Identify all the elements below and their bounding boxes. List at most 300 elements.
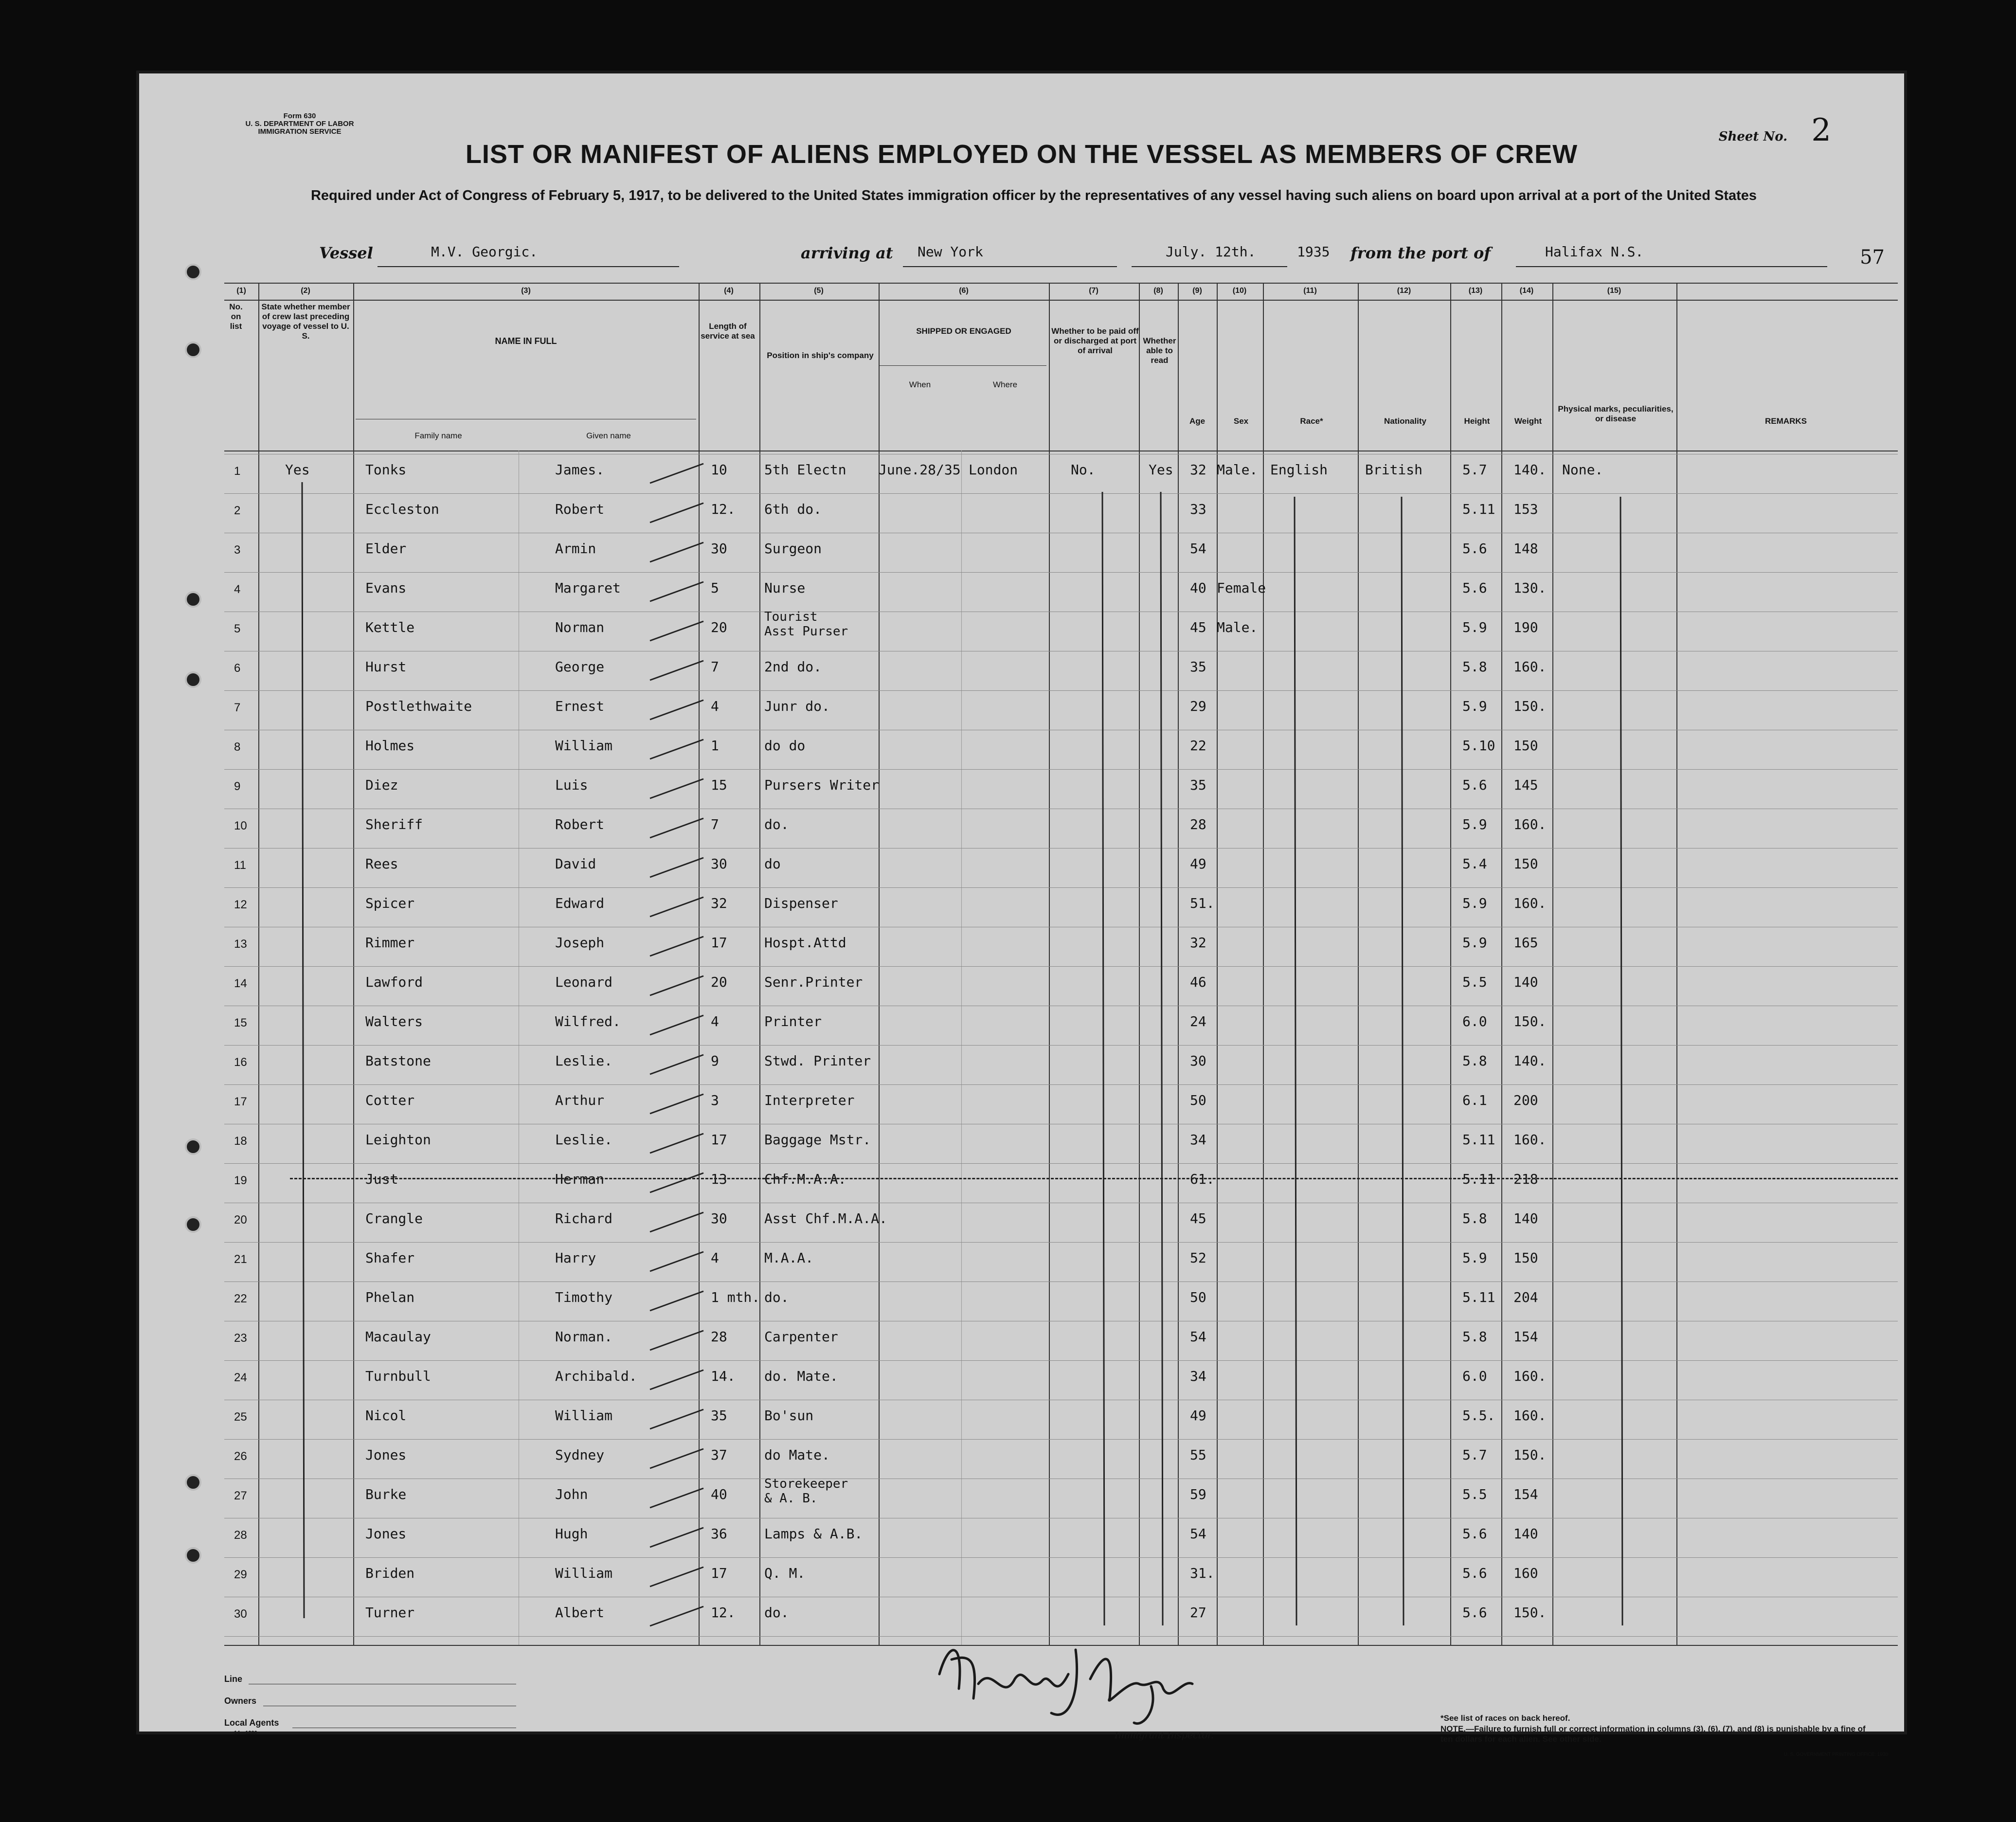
given-name: Ernest [555,698,605,714]
check-mark [650,661,703,680]
height: 5.9 [1462,895,1487,911]
service-length: 30 [711,541,727,557]
position: Stwd. Printer [764,1053,871,1069]
check-mark [650,897,703,917]
given-name: Timothy [555,1289,613,1305]
binder-hole [185,671,201,688]
height: 5.7 [1462,1447,1487,1463]
given-name: Herman [555,1171,605,1187]
height: 5.6 [1462,1526,1487,1542]
age: 40 [1190,580,1206,596]
given-name: Archibald. [555,1368,637,1384]
given-name: Robert [555,501,605,517]
form-code: 14—1280 [234,1730,257,1736]
family-name: Turnbull [365,1368,431,1384]
weight: 160. [1513,1132,1547,1148]
check-mark [650,1015,703,1035]
height: 6.0 [1462,1368,1487,1384]
family-name: Kettle [365,619,415,635]
age: 45 [1190,1210,1206,1227]
height: 5.9 [1462,935,1487,951]
service-length: 4 [711,698,719,714]
height: 5.9 [1462,619,1487,635]
service-length: 13 [711,1171,727,1187]
weight: 150 [1513,856,1538,872]
check-mark [650,1173,703,1192]
height: 5.11 [1462,1132,1495,1148]
family-name: Hurst [365,659,407,675]
position: do. Mate. [764,1368,838,1384]
ditto-mark-line [1295,497,1296,1625]
col-num-7: (7) [1089,287,1098,295]
row-number: 27 [234,1489,247,1502]
col-num-9: (9) [1192,287,1202,295]
service-length: 30 [711,1210,727,1227]
family-name: Lawford [365,974,423,990]
row-number: 30 [234,1607,247,1621]
ditto-mark-line [1102,492,1104,1625]
col-num-11: (11) [1303,287,1317,295]
check-mark [650,858,703,877]
family-name: Rimmer [365,935,415,951]
able-to-read: Yes [1149,462,1173,478]
age: 33 [1190,501,1206,517]
given-name: Margaret [555,580,621,596]
age: 46 [1190,974,1206,990]
given-name: Wilfred. [555,1013,621,1029]
manifest-sheet [136,71,1907,1757]
height: 5.6 [1462,541,1487,557]
document-subtitle: Required under Act of Congress of February 5, 1917, to be delivered to the United States immigration officer by the representatives of any vessel having such aliens on board upon arrival at a port of the United States [310,188,1757,203]
col-head-1: No. on list [229,302,243,331]
col-head-10: Sex [1233,416,1249,426]
check-mark [650,1212,703,1232]
height: 5.5 [1462,974,1487,990]
inspector-label: Immigrant Inspector. [1115,1730,1214,1741]
given-name: Albert [555,1605,605,1621]
height: 5.8 [1462,1210,1487,1227]
subhead-when: When [909,380,931,389]
check-mark [650,1291,703,1311]
age: 59 [1190,1486,1206,1502]
given-name: Edward [555,895,605,911]
nationality: British [1365,462,1423,478]
service-length: 20 [711,619,727,635]
family-name: Spicer [365,895,415,911]
check-mark [650,818,703,838]
service-length: 1 [711,738,719,754]
position: Baggage Mstr. [764,1132,871,1148]
age: 22 [1190,738,1206,754]
age: 27 [1190,1605,1206,1621]
row-number: 9 [234,780,241,793]
row-number: 1 [234,465,241,478]
given-name: Robert [555,816,605,832]
col-head-11: Race* [1300,416,1323,426]
row-number: 3 [234,543,241,557]
given-name: James. [555,462,605,478]
col-num-12: (12) [1397,287,1411,295]
age: 49 [1190,856,1206,872]
form-service: IMMIGRATION SERVICE [258,127,342,136]
service-length: 20 [711,974,727,990]
check-mark [650,779,703,798]
row-number: 8 [234,740,241,754]
height: 5.11 [1462,501,1495,517]
ditto-lines [224,283,1898,1645]
position: do. [764,1605,789,1621]
family-name: Shafer [365,1250,415,1266]
check-mark [650,1449,703,1468]
col-head-4: Length of service at sea [701,322,755,341]
family-name: Evans [365,580,407,596]
col-num-5: (5) [814,287,824,295]
weight: 160 [1513,1565,1538,1581]
family-name: Walters [365,1013,423,1029]
from-port: Halifax N.S. [1545,244,1644,260]
row-number: 15 [234,1016,247,1029]
races-note: *See list of races on back hereof. [1440,1714,1570,1723]
family-name: Holmes [365,738,415,754]
col-num-8: (8) [1153,287,1163,295]
service-length: 4 [711,1013,719,1029]
manifest-footer [224,1660,1898,1757]
arriving-label: arriving at [801,244,893,262]
position: do do [764,738,806,754]
service-length: 4 [711,1250,719,1266]
age: 32 [1190,935,1206,951]
subhead-where: Where [992,380,1018,389]
col-num-6: (6) [959,287,969,295]
family-name: Postlethwaite [365,698,472,714]
service-length: 7 [711,816,719,832]
check-mark [650,1055,703,1074]
row-number: 6 [234,662,241,675]
family-name: Diez [365,777,398,793]
given-name: Luis [555,777,588,793]
sex: Female [1217,580,1266,596]
col-head-14: Weight [1514,416,1542,426]
family-name: Crangle [365,1210,423,1227]
age: 35 [1190,659,1206,675]
service-length: 5 [711,580,719,596]
family-name: Briden [365,1565,415,1581]
weight: 165 [1513,935,1538,951]
row-number: 14 [234,977,247,990]
binder-hole [185,264,201,280]
shipped-when: June.28/35 [879,462,961,478]
height: 5.6 [1462,777,1487,793]
binder-hole [185,1474,201,1491]
row-number: 7 [234,701,241,714]
height: 5.6 [1462,1605,1487,1621]
position: Lamps & A.B. [764,1526,863,1542]
shipped-where: London [969,462,1018,478]
service-length: 14. [711,1368,736,1384]
height: 5.9 [1462,1250,1487,1266]
family-name: Sheriff [365,816,423,832]
age: 54 [1190,541,1206,557]
family-name: Batstone [365,1053,431,1069]
position: do. [764,816,789,832]
check-mark [650,976,703,995]
position: Pursers Writer [764,777,880,793]
row-number: 25 [234,1410,247,1424]
weight: 150 [1513,1250,1538,1266]
service-length: 15 [711,777,727,793]
height: 5.5. [1462,1407,1495,1424]
check-mark [650,1528,703,1547]
fine-note: NOTE.—Failure to furnish full or correct information in columns (3), (6), (7), and (8) is punishable by a fine of ten dollars for each alien. See other side. [1440,1724,1866,1744]
physical-marks: None. [1562,462,1603,478]
position: Tourist Asst Purser [764,610,848,639]
height: 6.1 [1462,1092,1487,1108]
age: 51. [1190,895,1215,911]
check-mark [650,740,703,759]
given-name: William [555,738,613,754]
row-number: 19 [234,1174,247,1187]
weight: 140. [1513,1053,1547,1069]
row-number: 24 [234,1371,247,1384]
age: 34 [1190,1132,1206,1148]
service-length: 12. [711,1605,736,1621]
position: Senr.Printer [764,974,863,990]
row-number: 17 [234,1095,247,1108]
row-number: 21 [234,1253,247,1266]
row-number: 23 [234,1332,247,1345]
prev-voyage: Yes [285,462,310,478]
given-name: John [555,1486,588,1502]
row-number: 20 [234,1213,247,1227]
weight: 150. [1513,1605,1547,1621]
position: Carpenter [764,1329,838,1345]
family-name: Phelan [365,1289,415,1305]
col-num-3: (3) [521,287,531,295]
height: 5.9 [1462,816,1487,832]
weight: 140. [1513,462,1547,478]
service-length: 1 mth. [711,1289,760,1305]
col-head-5: Position in ship's company [767,351,874,360]
weight: 204 [1513,1289,1538,1305]
height: 5.8 [1462,1329,1487,1345]
position: Interpreter [764,1092,855,1108]
col-head-7: Whether to be paid off or discharged at port of arrival [1051,326,1139,355]
sheet-number-label: Sheet No. [1718,129,1788,144]
ditto-mark-line [1161,492,1163,1625]
col-head-2: State whether member of crew last preceding voyage of vessel to U. S. [261,302,350,341]
vessel-name: M.V. Georgic. [431,244,538,260]
height: 5.6 [1462,580,1487,596]
col-head-15: Physical marks, peculiarities, or disease [1558,404,1674,423]
family-name: Burke [365,1486,407,1502]
local-agents-label: Local Agents [224,1718,279,1728]
col-head-13: Height [1464,416,1490,426]
subhead-given: Given name [586,431,631,440]
check-mark [650,937,703,956]
given-name: Leslie. [555,1132,613,1148]
given-name: Hugh [555,1526,588,1542]
position: Nurse [764,580,806,596]
weight: 154 [1513,1329,1538,1345]
form-number: Form 630 [283,112,316,120]
height: 5.8 [1462,659,1487,675]
given-name: William [555,1407,613,1424]
from-port-label: from the port of [1350,244,1491,262]
race: English [1270,462,1328,478]
height: 5.7 [1462,462,1487,478]
binder-hole [185,342,201,358]
check-mark [650,542,703,562]
family-name: Just [365,1171,398,1187]
age: 54 [1190,1526,1206,1542]
family-name: Jones [365,1447,407,1463]
position: Hospt.Attd [764,935,846,951]
service-length: 36 [711,1526,727,1542]
age: 30 [1190,1053,1206,1069]
col-head-6: SHIPPED OR ENGAGED [916,326,1011,336]
height: 5.10 [1462,738,1495,754]
service-length: 28 [711,1329,727,1345]
ditto-mark-line [302,482,304,1618]
ditto-mark-line [1402,497,1404,1625]
service-length: 40 [711,1486,727,1502]
family-name: Nicol [365,1407,407,1424]
position: Dispenser [764,895,838,911]
position: do [764,856,781,872]
position: 6th do. [764,501,822,517]
position: Surgeon [764,541,822,557]
row-number: 22 [234,1292,247,1305]
check-mark [650,1409,703,1429]
position: M.A.A. [764,1250,814,1266]
crew-table [224,283,1898,1645]
weight: 150 [1513,738,1538,754]
ditto-mark-line [1620,497,1622,1625]
family-name: Jones [365,1526,407,1542]
service-length: 17 [711,935,727,951]
position: do Mate. [764,1447,830,1463]
given-name: Leslie. [555,1053,613,1069]
position: Asst Chf.M.A.A. [764,1210,887,1227]
age: 49 [1190,1407,1206,1424]
col-num-2: (2) [301,287,310,295]
row-number: 13 [234,938,247,951]
row-number: 5 [234,622,241,635]
position: Printer [764,1013,822,1029]
weight: 160. [1513,1407,1547,1424]
weight: 160. [1513,895,1547,911]
col-head-3: NAME IN FULL [495,336,557,346]
check-mark [650,700,703,720]
weight: 153 [1513,501,1538,517]
service-length: 7 [711,659,719,675]
weight: 145 [1513,777,1538,793]
age: 32 [1190,462,1206,478]
weight: 190 [1513,619,1538,635]
age: 34 [1190,1368,1206,1384]
paid-off: No. [1071,462,1096,478]
check-mark [650,1331,703,1350]
inspector-signature [930,1630,1202,1728]
family-name: Elder [365,541,407,557]
weight: 140 [1513,974,1538,990]
given-name: David [555,856,596,872]
binder-hole [185,1138,201,1155]
weight: 150. [1513,1447,1547,1463]
given-name: Leonard [555,974,613,990]
position: Junr do. [764,698,830,714]
given-name: Arthur [555,1092,605,1108]
row-number: 2 [234,504,241,517]
given-name: Richard [555,1210,613,1227]
family-name: Tonks [365,462,407,478]
row-number: 18 [234,1135,247,1148]
height: 5.11 [1462,1171,1495,1187]
family-name: Leighton [365,1132,431,1148]
age: 24 [1190,1013,1206,1029]
height: 5.9 [1462,698,1487,714]
weight: 148 [1513,541,1538,557]
height: 5.6 [1462,1565,1487,1581]
arrival-date: July. 12th. [1166,244,1256,260]
weight: 130. [1513,580,1547,596]
given-name: Armin [555,541,596,557]
col-head-8: Whether able to read [1143,336,1176,365]
family-name: Rees [365,856,398,872]
weight: 160. [1513,1368,1547,1384]
check-mark [650,621,703,641]
position: Q. M. [764,1565,806,1581]
family-name: Cotter [365,1092,415,1108]
weight: 218 [1513,1171,1538,1187]
height: 5.5 [1462,1486,1487,1502]
position: do. [764,1289,789,1305]
weight: 160. [1513,659,1547,675]
age: 52 [1190,1250,1206,1266]
arrival-year: 1935 [1297,244,1330,260]
col-num-10: (10) [1232,287,1247,295]
service-length: 10 [711,462,727,478]
weight: 154 [1513,1486,1538,1502]
check-mark [650,1567,703,1587]
service-length: 3 [711,1092,719,1108]
col-head-remarks: REMARKS [1765,416,1807,426]
row-number: 28 [234,1529,247,1542]
family-name: Macaulay [365,1329,431,1345]
position: 2nd do. [764,659,822,675]
voyage-line [319,244,1827,268]
family-name: Turner [365,1605,415,1621]
binder-hole [185,591,201,608]
row-number: 4 [234,583,241,596]
form-department: U. S. DEPARTMENT OF LABOR [245,120,354,128]
age: 61. [1190,1171,1215,1187]
age: 50 [1190,1289,1206,1305]
row-number: 10 [234,819,247,832]
weight: 200 [1513,1092,1538,1108]
family-name: Eccleston [365,501,439,517]
col-num-15: (15) [1607,287,1621,295]
given-name: Norman [555,619,605,635]
service-length: 37 [711,1447,727,1463]
check-mark [650,1488,703,1508]
sex: Male. [1217,462,1258,478]
col-head-9: Age [1189,416,1206,426]
age: 54 [1190,1329,1206,1345]
service-length: 32 [711,895,727,911]
vessel-label: Vessel [319,244,373,262]
document-title: LIST OR MANIFEST OF ALIENS EMPLOYED ON THE VESSEL AS MEMBERS OF CREW [465,140,1578,169]
